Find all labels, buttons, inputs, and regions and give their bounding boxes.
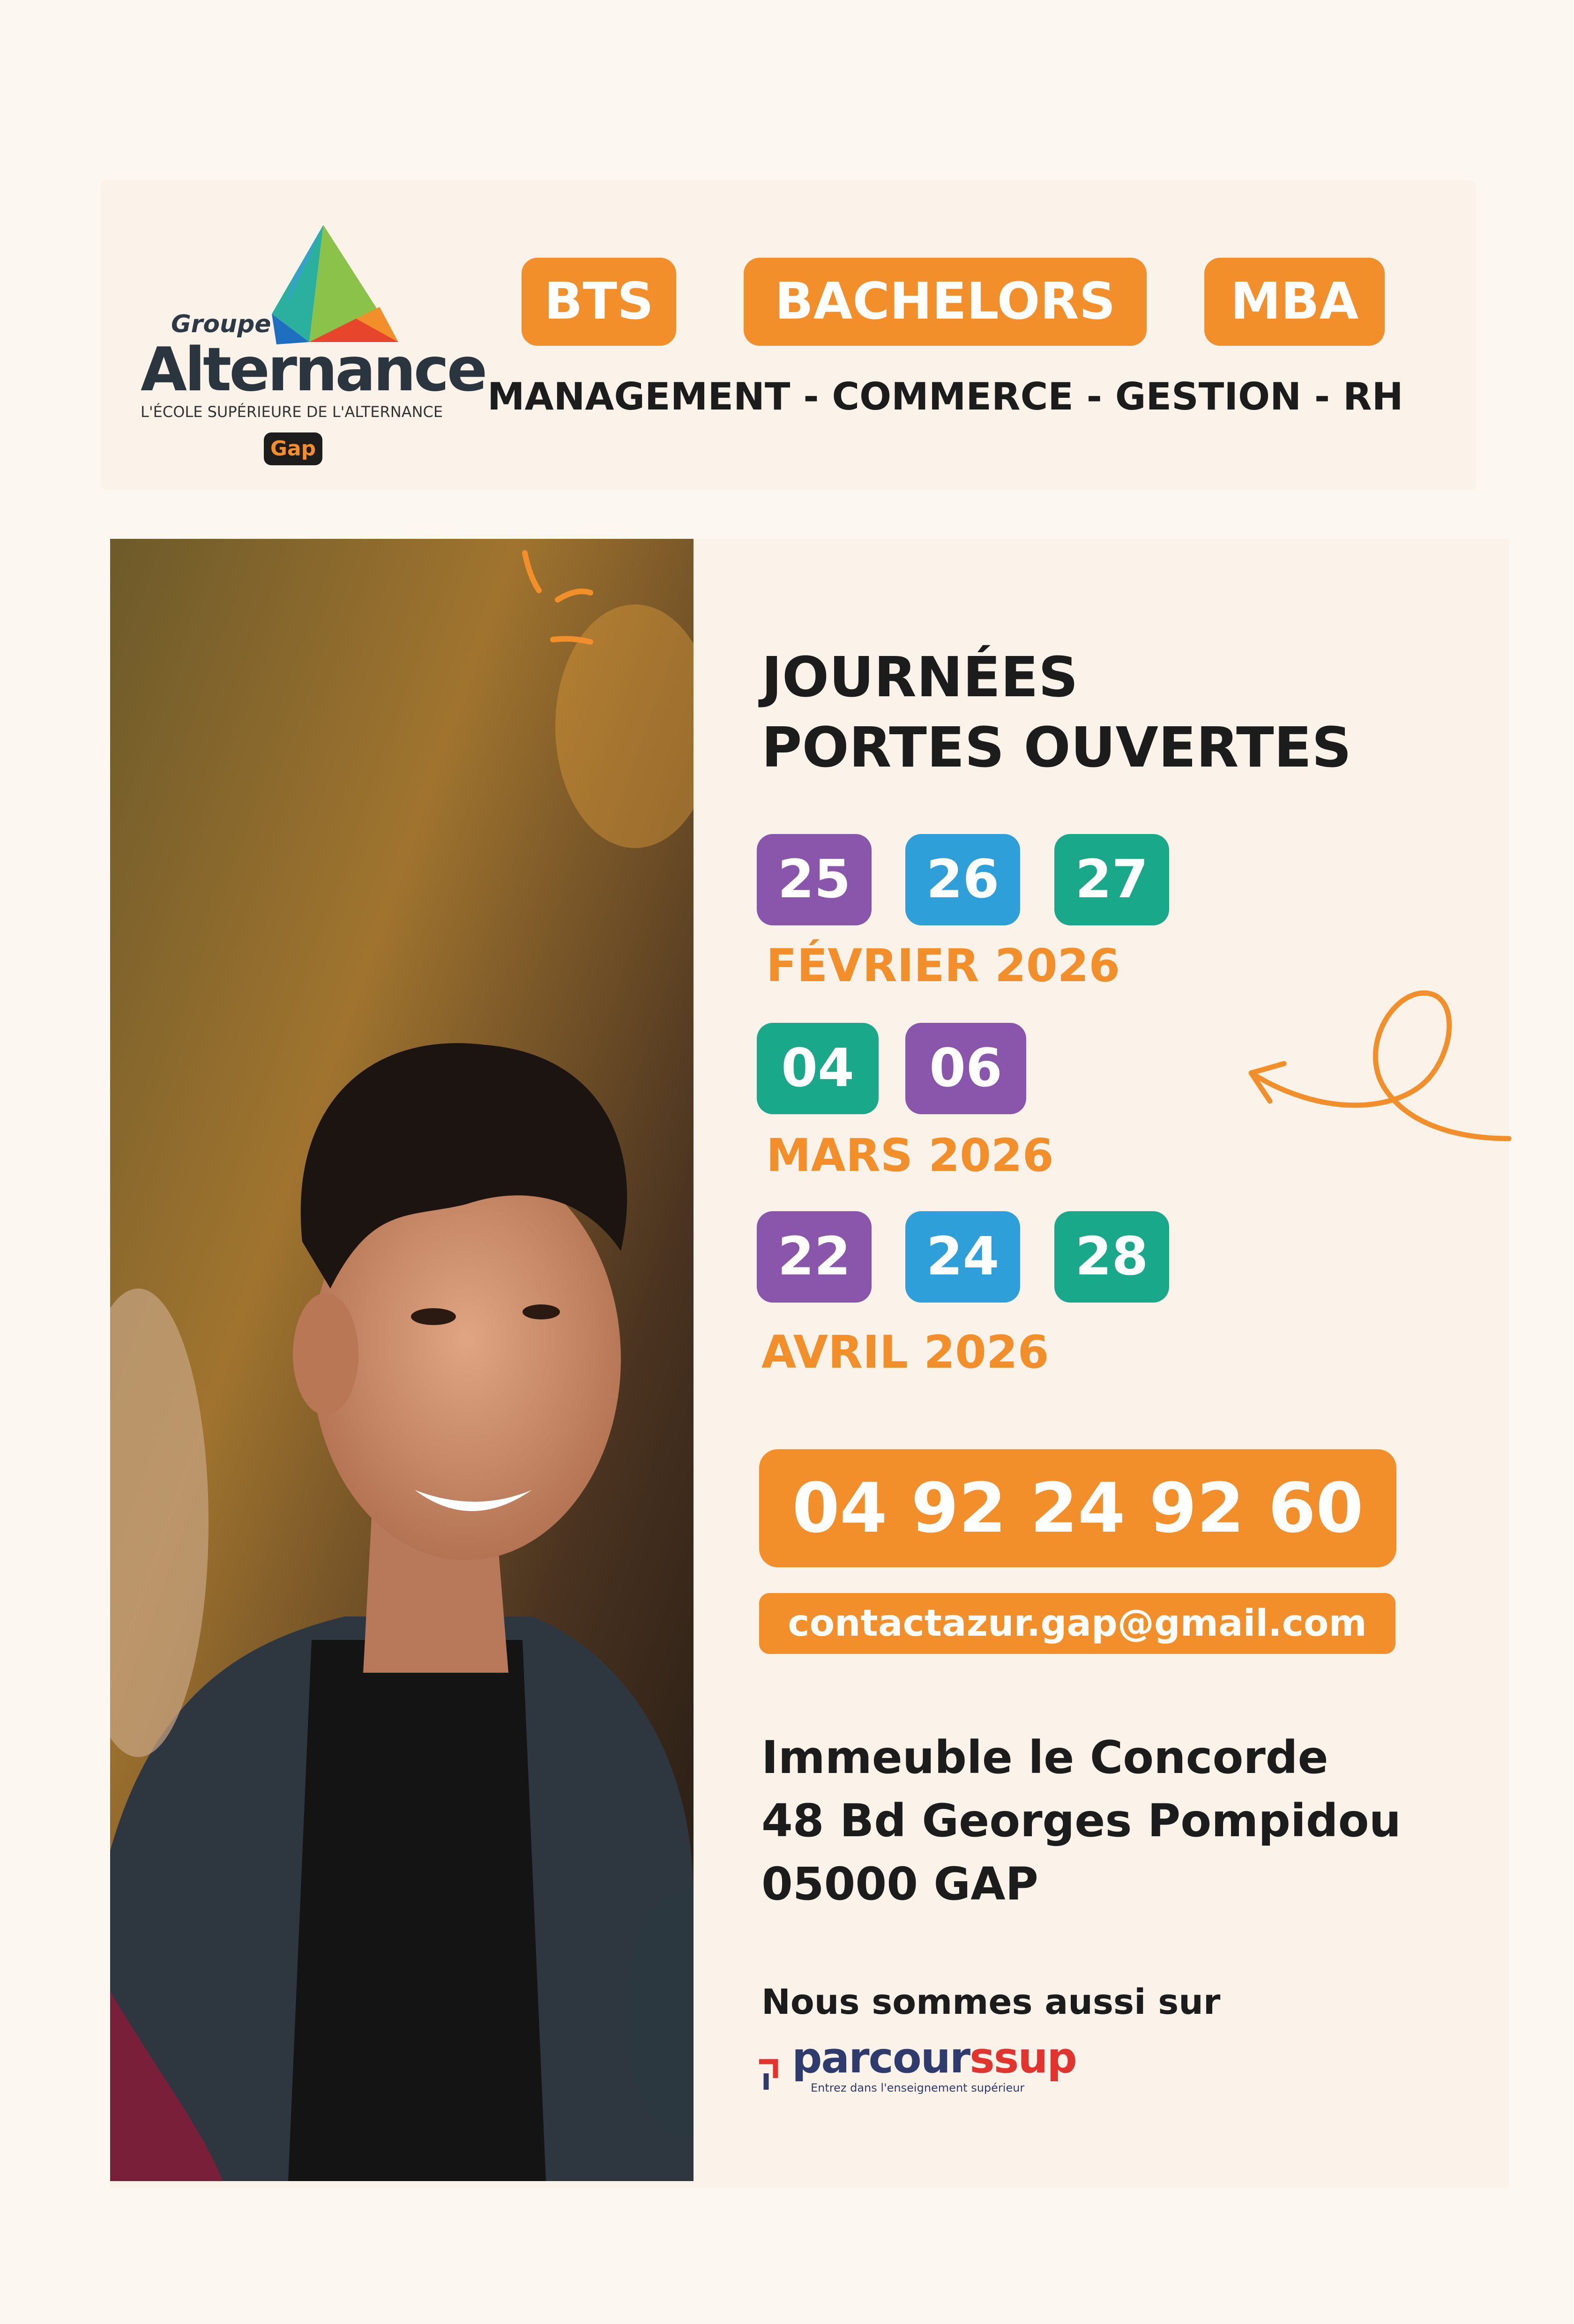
address-line1: Immeuble le Concorde — [761, 1731, 1328, 1784]
date-chip: 27 — [1054, 834, 1169, 925]
date-chip: 06 — [905, 1023, 1026, 1114]
logo-groupe-text: Groupe — [171, 310, 271, 338]
event-title-line1: JOURNÉES — [761, 645, 1078, 709]
event-title-line2: PORTES OUVERTES — [761, 715, 1352, 780]
date-chip: 26 — [905, 834, 1020, 925]
parcoursup-tagline: Entrez dans l'enseignement supérieur — [811, 2081, 1025, 2094]
month-label-avril: AVRIL 2026 — [761, 1326, 1049, 1378]
program-pill-mba: MBA — [1204, 258, 1385, 346]
campus-badge: Gap — [264, 432, 322, 465]
event-title — [761, 642, 1351, 782]
phone-number[interactable]: 04 92 24 92 60 — [759, 1449, 1396, 1567]
student-photo — [110, 539, 694, 2181]
email-address[interactable]: contactazur.gap@gmail.com — [759, 1593, 1395, 1654]
parcoursup-word-main: parcour — [792, 2034, 970, 2083]
month-label-mars: MARS 2026 — [766, 1129, 1054, 1182]
date-chip: 22 — [757, 1211, 872, 1303]
date-chip: 04 — [757, 1023, 879, 1114]
month-label-fevrier: FÉVRIER 2026 — [766, 939, 1120, 992]
address-line3: 05000 GAP — [761, 1858, 1038, 1910]
date-chip: 25 — [757, 834, 872, 925]
subjects-line: MANAGEMENT - COMMERCE - GESTION - RH — [487, 375, 1403, 418]
date-chip: 28 — [1054, 1211, 1169, 1303]
curly-arrow-icon — [1232, 984, 1514, 1162]
parcoursup-intro: Nous sommes aussi sur — [761, 1982, 1221, 2022]
parcoursup-word-s: s — [970, 2034, 994, 2083]
sparkle-doodle-icon — [515, 548, 609, 656]
program-pill-bts: BTS — [522, 258, 676, 346]
parcoursup-wordmark[interactable] — [792, 2034, 1076, 2083]
parcoursup-logo-icon — [757, 2052, 790, 2094]
program-pill-bachelors: BACHELORS — [744, 258, 1147, 346]
logo-tagline: L'ÉCOLE SUPÉRIEURE DE L'ALTERNANCE — [141, 403, 443, 421]
logo-wordmark: Alternance — [141, 335, 485, 405]
address-line2: 48 Bd Georges Pompidou — [761, 1795, 1401, 1847]
parcoursup-word-accent: sup — [993, 2034, 1076, 2083]
date-chip: 24 — [905, 1211, 1020, 1303]
